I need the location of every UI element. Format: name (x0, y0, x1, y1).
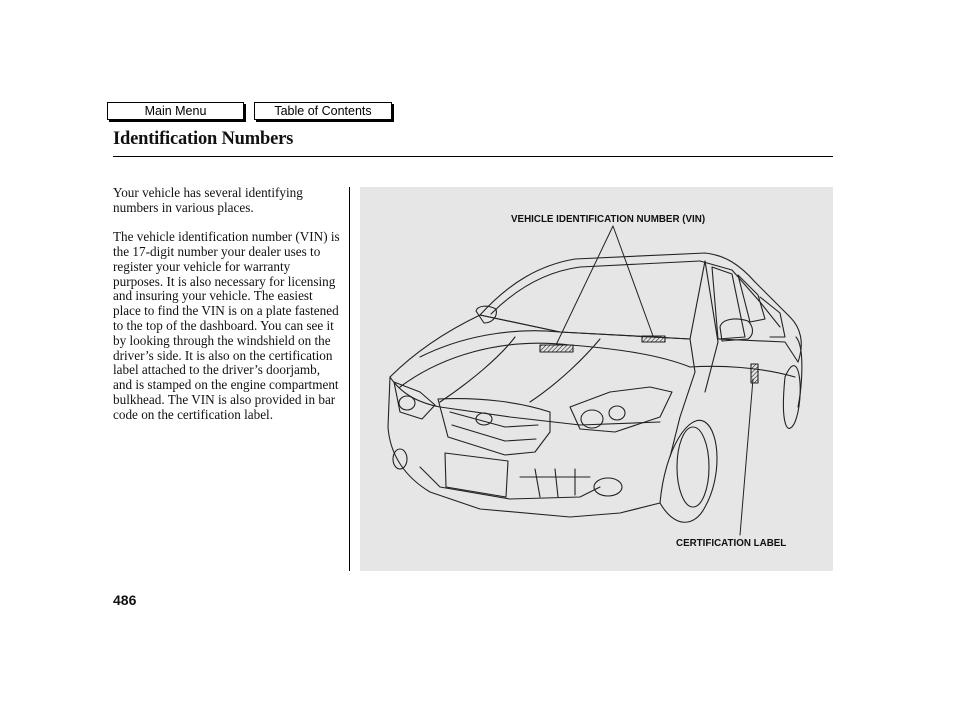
certification-label-callout: CERTIFICATION LABEL (676, 538, 787, 549)
car-drawing (360, 187, 833, 571)
column-divider (349, 187, 350, 571)
paragraph-vin: The vehicle identification number (VIN) is the 17-digit number your dealer uses to register your vehicle for warranty purposes. It is also necessary for licensing and insuring your vehicle. The easiest place to find the VIN is on a plate fastened to the top of the dashboard. You can see it by looking through the windshield on the driver’s side. It is also on the certification label attached to the driver’s doorjamb, and is stamped on the engine compartment bulkhead. The VIN is also provided in bar code on the certification label. (113, 229, 340, 422)
page-title: Identification Numbers (113, 129, 294, 149)
vehicle-illustration (360, 187, 833, 571)
main-menu-button[interactable]: Main Menu (107, 102, 244, 120)
page-number: 486 (113, 592, 137, 608)
title-divider (113, 156, 833, 157)
paragraph-intro: Your vehicle has several identifying numbers in various places. (113, 185, 303, 215)
table-of-contents-button[interactable]: Table of Contents (254, 102, 392, 120)
body-text (113, 186, 341, 437)
vin-callout: VEHICLE IDENTIFICATION NUMBER (VIN) (511, 214, 706, 225)
